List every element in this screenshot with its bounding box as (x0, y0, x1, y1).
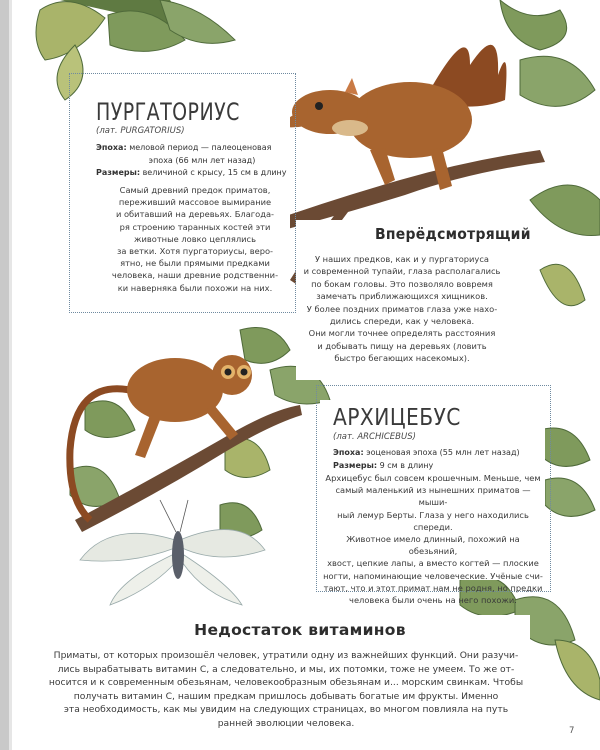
purgatorius-era-value-2: эпоха (66 млн лет назад) (148, 155, 256, 165)
text-line: получать витамин С, нашим предкам пришлось добывать богатые им фрукты. Именно (73, 690, 499, 702)
forward-heading: Вперёдсмотрящий (375, 225, 531, 243)
purgatorius-meta (96, 142, 288, 180)
archicebus-title: АРХИЦЕБУС (333, 405, 461, 431)
vitamins-description (48, 649, 524, 730)
text-line: ный лемур Берты. Глаза у него находились спереди. (337, 509, 529, 532)
purgatorius-title: ПУРГАТОРИУС (96, 98, 240, 126)
text-line: дились спереди, как у человека. (329, 316, 475, 327)
text-line: тают, что и этот примат нам не родня, но предки (323, 582, 543, 593)
text-line: ря строению таранных костей эти (119, 221, 271, 232)
page-number: 7 (569, 726, 575, 736)
archicebus-era-value: эоценовая эпоха (55 млн лет назад) (366, 448, 520, 457)
text-line: ки наверняка были похожи на них. (117, 282, 273, 293)
text-line: ранней эволюции человека. (217, 717, 355, 729)
vitamins-heading: Недостаток витаминов (194, 621, 406, 639)
text-line: замечать приближающихся хищников. (316, 291, 488, 302)
archicebus-size-label: Размеры: (333, 460, 378, 470)
archicebus-meta (333, 447, 548, 472)
purgatorius-size-label: Размеры: (96, 168, 141, 177)
purgatorius-size-value: величиной с крысу, 15 см в длину (142, 168, 287, 177)
text-line: и современной тупайи, глаза располагались (303, 266, 501, 277)
text-line: ногти, напоминающие человеческие. Учёные счи- (323, 570, 543, 581)
purgatorius-era-label: Эпоха: (96, 143, 127, 152)
text-line: человека, наши древние родственни- (111, 270, 279, 281)
text-line: лись вырабатывать витамин С, а следовательно, и мы, их потомки, тоже не умеем. То же от- (57, 663, 515, 675)
archicebus-size-value: 9 см в длину (379, 460, 434, 470)
archicebus-latin-name: (лат. ARCHICEBUS) (333, 432, 416, 442)
text-line: Животное имело длинный, похожий на обезьяний, (346, 534, 520, 557)
text-line: быстро бегающих насекомых). (334, 353, 470, 364)
forward-description (296, 253, 508, 365)
text-line: и добывать пищу на деревьях (ловить (317, 340, 487, 351)
purgatorius-description (96, 184, 294, 294)
archicebus-description (322, 472, 544, 606)
text-line: Самый древний предок приматов, (119, 185, 271, 195)
text-line: переживший массовое вымирание (118, 197, 272, 208)
purgatorius-era-value-1: меловой период — палеоценовая (129, 143, 272, 152)
archicebus-era-label: Эпоха: (333, 448, 364, 457)
text-line: Архицебус был совсем крошечным. Меньше, чем (325, 473, 541, 483)
text-line: Приматы, от которых произошёл человек, утратили одну из важнейших функций. Они разучи- (53, 650, 519, 661)
text-line: носится и к современным обезьянам, человекообразным обезьянам и... морским свинкам. Чтобы (48, 677, 524, 688)
text-line: человека были очень на него похожи. (349, 595, 517, 606)
text-line: Они могли точнее определять расстояния (308, 328, 496, 339)
text-line: эта необходимость, как мы увидим на следующих страницах, во многом повлияла на путь (63, 704, 509, 715)
text-line: животные ловко цеплялись (134, 233, 256, 244)
text-line: самый маленький из нынешних приматов — мыши- (335, 485, 531, 508)
text-line: и обитавший на деревьях. Благода- (115, 209, 275, 220)
text-line: хвост, цепкие лапы, а вместо когтей — плоские (327, 558, 539, 569)
text-line: У наших предков, как и у пургаториуса (314, 254, 489, 264)
text-line: по бокам головы. Это позволяло вовремя (311, 278, 493, 289)
text-line: за ветки. Хотя пургаториусы, веро- (116, 246, 274, 257)
text-line: ятно, не были прямыми предками (120, 258, 270, 269)
purgatorius-latin-name: (лат. PURGATORIUS) (96, 126, 185, 136)
text-line: У более поздних приматов глаза уже нахо- (306, 303, 498, 314)
